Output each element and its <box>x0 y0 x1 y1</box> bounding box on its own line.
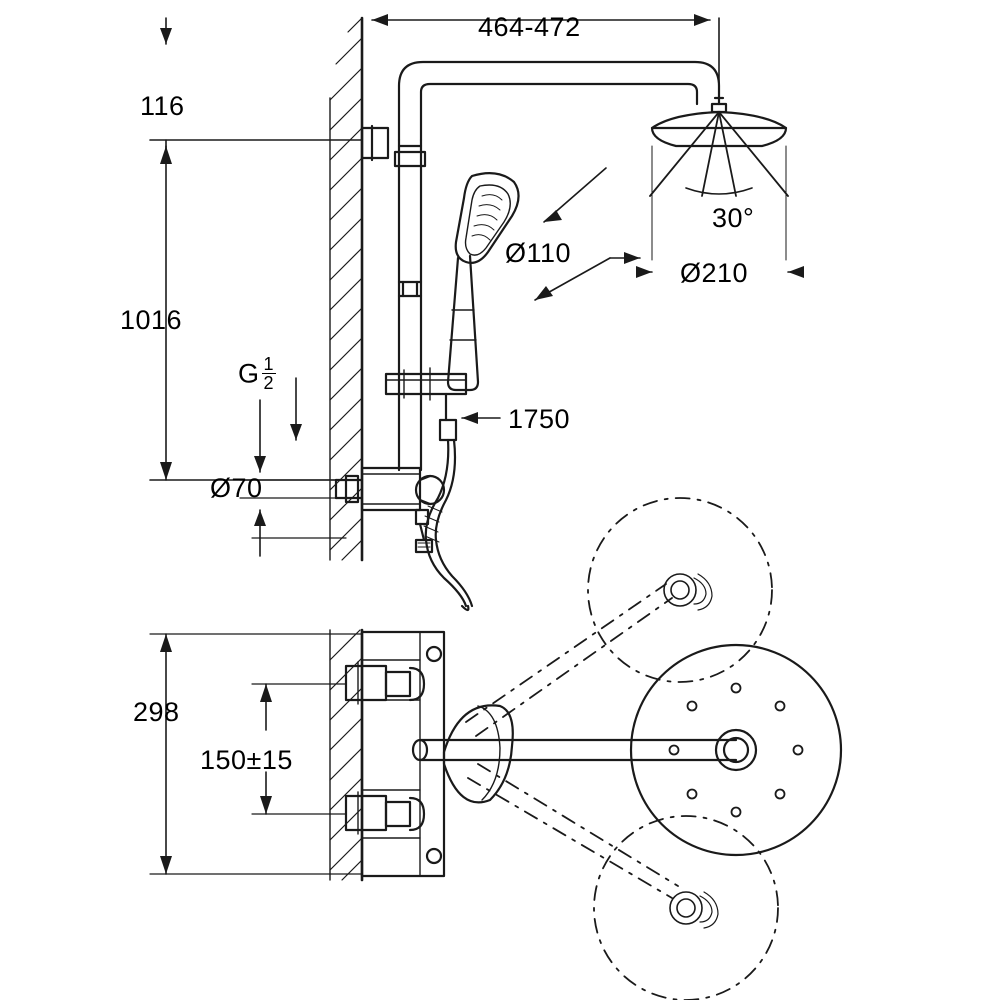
dim-label-d210: Ø210 <box>680 258 749 288</box>
mount-screw-lower <box>427 849 441 863</box>
escutcheon-plate-main <box>631 645 841 855</box>
escutcheon-lower-detail <box>670 892 718 928</box>
dim-label-298: 298 <box>133 697 180 727</box>
dim-label-d70: Ø70 <box>210 473 263 503</box>
holder-socket <box>440 420 456 440</box>
escutcheon-fixing-holes <box>670 684 803 817</box>
mount-screw-upper <box>427 647 441 661</box>
shower-hose <box>426 440 466 606</box>
escutcheon-bore <box>724 738 748 762</box>
leader-d110 <box>535 168 640 300</box>
dim-label-top-width: 464-472 <box>478 12 581 42</box>
thread-fraction-denominator: 2 <box>263 373 275 393</box>
hand-shower-handle <box>448 256 478 390</box>
spray-angle-lines <box>650 112 788 196</box>
inlet-sleeve-upper <box>386 672 410 696</box>
thread-symbol: G <box>238 358 260 389</box>
dim-label-116: 116 <box>140 91 185 121</box>
escutcheon-upper-detail <box>664 574 712 610</box>
inlet-cap-upper <box>410 668 424 700</box>
dim-label-spray-angle: 30° <box>712 203 755 233</box>
hand-shower-spray-pattern <box>472 195 502 240</box>
inlet-cap-lower <box>410 798 424 830</box>
dim-label-d110: Ø110 <box>505 238 572 268</box>
dim-label-1016: 1016 <box>120 305 183 335</box>
thread-fraction <box>262 355 277 392</box>
dim-label-1750: 1750 <box>508 404 571 434</box>
escutcheon-hub <box>716 730 756 770</box>
thread-fraction-numerator: 1 <box>263 354 275 374</box>
hose-connector <box>416 540 432 552</box>
escutcheon-cone <box>444 705 513 802</box>
escutcheon-plate-lower-phantom <box>594 816 778 1000</box>
mixer-outlet-stem <box>420 524 424 540</box>
head-shower-swivel <box>712 104 726 112</box>
riser-arm-inner <box>421 84 697 140</box>
shower-hose-outer <box>436 440 472 606</box>
hose-connector-thread <box>418 543 430 547</box>
escutcheon-plate-upper-phantom <box>588 498 772 682</box>
hand-shower-face <box>466 185 511 255</box>
inlet-sleeve-lower <box>386 802 410 826</box>
spray-angle-arc <box>686 188 752 194</box>
leader-1750 <box>462 412 500 424</box>
leader-g-half <box>290 378 302 440</box>
inlet-fitting-lower <box>346 796 386 830</box>
wall-bracket-upper <box>362 128 388 158</box>
inlet-fitting-upper <box>346 666 386 700</box>
dim-label-150pm15: 150±15 <box>200 745 293 775</box>
escutcheon-cone-inner <box>478 706 500 800</box>
mixer-section-body <box>362 632 444 876</box>
connector-lower-phantom <box>468 764 678 898</box>
connector-upper-phantom <box>466 584 672 736</box>
dim-label-inlet-thread <box>238 354 276 394</box>
